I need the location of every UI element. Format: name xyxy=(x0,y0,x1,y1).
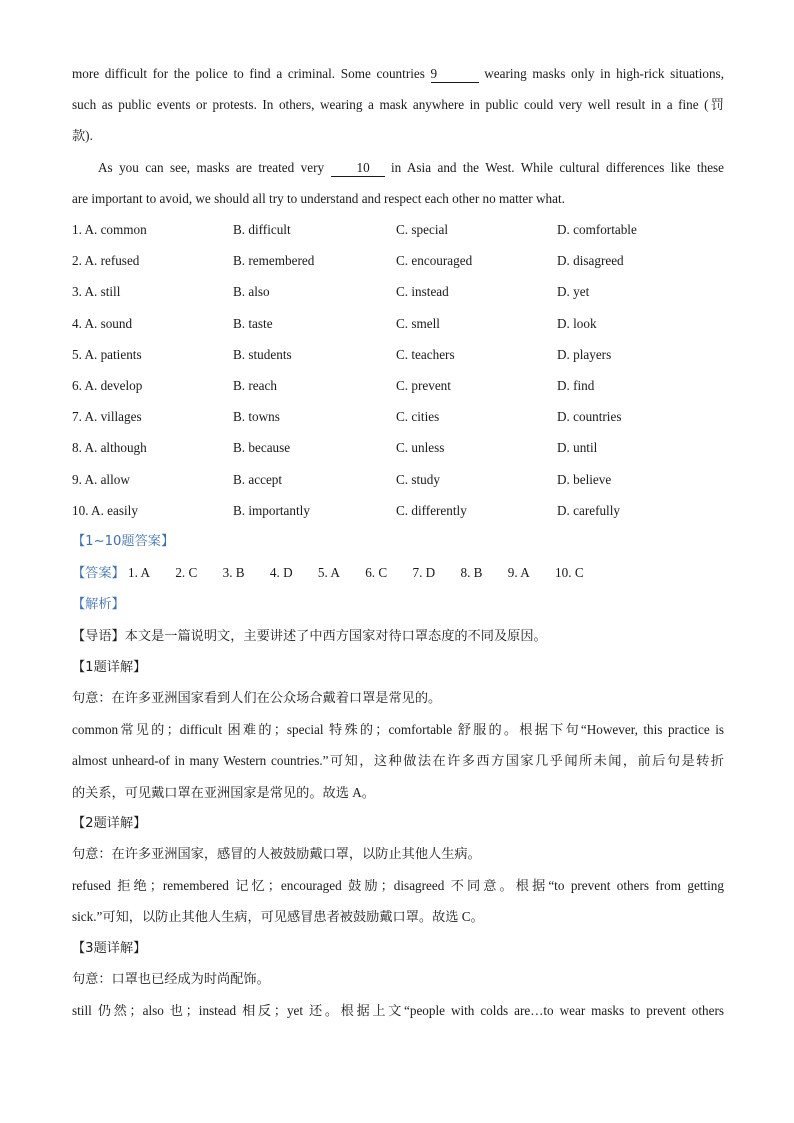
passage-text: in Asia and the West. While cultural differences like these xyxy=(390,159,725,175)
q1-explanation-line: 的关系，可见戴口罩在亚洲国家是常见的。故选 A。 xyxy=(72,784,375,800)
passage-line-5: are important to avoid, we should all try to understand and respect each other no matter what. xyxy=(72,190,565,206)
answer-item: 5. A xyxy=(317,565,340,581)
option-c: C. encouraged xyxy=(396,253,473,269)
option-d: D. disagreed xyxy=(557,253,624,269)
option-row xyxy=(72,432,724,463)
option-a: 10. A. easily xyxy=(72,502,138,518)
option-c: C. instead xyxy=(396,284,449,300)
option-c: C. teachers xyxy=(396,346,455,362)
options-list xyxy=(72,214,724,526)
option-c: C. unless xyxy=(396,440,445,456)
option-d: D. until xyxy=(557,440,598,456)
answer-item: 6. C xyxy=(365,565,388,581)
option-row xyxy=(72,339,724,370)
option-b: B. reach xyxy=(233,378,277,394)
option-b: B. remembered xyxy=(233,253,315,269)
option-row xyxy=(72,370,724,401)
answer-item: 2. C xyxy=(175,565,198,581)
passage-text: As you can see, masks are treated very xyxy=(98,159,325,175)
passage-line-4 xyxy=(72,152,724,183)
option-b: B. importantly xyxy=(233,502,310,518)
answer-item: 3. B xyxy=(222,565,245,581)
answer-item: 1. A xyxy=(128,565,151,581)
option-d: D. yet xyxy=(557,284,590,300)
q2-heading: 【2题详解】 xyxy=(72,815,147,831)
answer-item: 8. B xyxy=(460,565,483,581)
option-b: B. taste xyxy=(233,315,273,331)
answer-item: 9. A xyxy=(507,565,530,581)
option-c: C. study xyxy=(396,471,440,487)
option-row xyxy=(72,245,724,276)
passage-line-1 xyxy=(72,58,724,89)
q1-explanation-line: common常见的；difficult 困难的；special 特殊的；comfortable 舒服的。根据下句“However, this practice is xyxy=(72,722,724,738)
blank-9: 9 xyxy=(431,66,479,83)
option-a: 6. A. develop xyxy=(72,378,143,394)
option-c: C. prevent xyxy=(396,378,451,394)
passage-line-2: such as public events or protests. In others, wearing a mask anywhere in public could very well result in a fine (罚 xyxy=(72,97,724,113)
q2-meaning: 句意：在许多亚洲国家，感冒的人被鼓励戴口罩，以防止其他人生病。 xyxy=(72,847,481,863)
option-d: D. find xyxy=(557,378,595,394)
option-c: C. smell xyxy=(396,315,440,331)
option-a: 7. A. villages xyxy=(72,409,142,425)
q1-meaning: 句意：在许多亚洲国家看到人们在公众场合戴着口罩是常见的。 xyxy=(72,691,442,707)
option-a: 4. A. sound xyxy=(72,315,133,331)
q3-explanation-line: still 仍然；also 也；instead 相反；yet 还。根据上文“people with colds are…to wear masks to prevent others xyxy=(72,1003,724,1019)
option-a: 9. A. allow xyxy=(72,471,130,487)
answer-item: 7. D xyxy=(412,565,436,581)
option-d: D. look xyxy=(557,315,597,331)
option-row xyxy=(72,276,724,307)
answer-item: 10. C xyxy=(555,565,584,581)
option-c: C. differently xyxy=(396,502,467,518)
option-d: D. carefully xyxy=(557,502,620,518)
passage-text: wearing masks only in high-rick situations, xyxy=(484,66,724,81)
answer-item: 4. D xyxy=(269,565,293,581)
passage-text: more difficult for the police to find a criminal. Some countries xyxy=(72,66,425,81)
guide-text: 【导语】本文是一篇说明文，主要讲述了中西方国家对待口罩态度的不同及原因。 xyxy=(72,628,547,644)
option-row xyxy=(72,214,724,245)
option-d: D. countries xyxy=(557,409,622,425)
q3-heading: 【3题详解】 xyxy=(72,940,147,956)
q2-explanation-line: refused 拒绝；remembered 记忆；encouraged 鼓励；disagreed 不同意。根据“to prevent others from getting xyxy=(72,878,724,894)
option-d: D. comfortable xyxy=(557,222,637,238)
option-a: 5. A. patients xyxy=(72,346,142,362)
q2-explanation-line: sick.”可知，以防止其他人生病，可见感冒患者被鼓励戴口罩。故选 C。 xyxy=(72,909,484,925)
answers-label: 【答案】 xyxy=(72,566,125,582)
answers-heading: 【1~10题答案】 xyxy=(72,534,175,550)
blank-10: 10 xyxy=(331,160,385,177)
option-b: B. accept xyxy=(233,471,283,487)
option-c: C. special xyxy=(396,222,449,238)
option-d: D. players xyxy=(557,346,612,362)
option-row xyxy=(72,495,724,526)
option-a: 1. A. common xyxy=(72,222,147,238)
document-page xyxy=(72,58,724,1026)
option-row xyxy=(72,401,724,432)
option-a: 3. A. still xyxy=(72,284,121,300)
q1-explanation-line: almost unheard-of in many Western countries.”可知，这种做法在许多西方国家几乎闻所未闻，前后句是转折 xyxy=(72,753,724,769)
q1-heading: 【1题详解】 xyxy=(72,659,147,675)
option-d: D. believe xyxy=(557,471,612,487)
option-b: B. students xyxy=(233,346,292,362)
analysis-heading: 【解析】 xyxy=(72,597,125,613)
q3-meaning: 句意：口罩也已经成为时尚配饰。 xyxy=(72,971,270,987)
passage-line-3: 款). xyxy=(72,128,93,144)
option-b: B. also xyxy=(233,284,270,300)
answers-row xyxy=(72,557,724,589)
option-row xyxy=(72,464,724,495)
option-a: 2. A. refused xyxy=(72,253,140,269)
option-a: 8. A. although xyxy=(72,440,147,456)
option-b: B. towns xyxy=(233,409,280,425)
option-b: B. difficult xyxy=(233,222,291,238)
option-row xyxy=(72,308,724,339)
option-c: C. cities xyxy=(396,409,440,425)
option-b: B. because xyxy=(233,440,291,456)
